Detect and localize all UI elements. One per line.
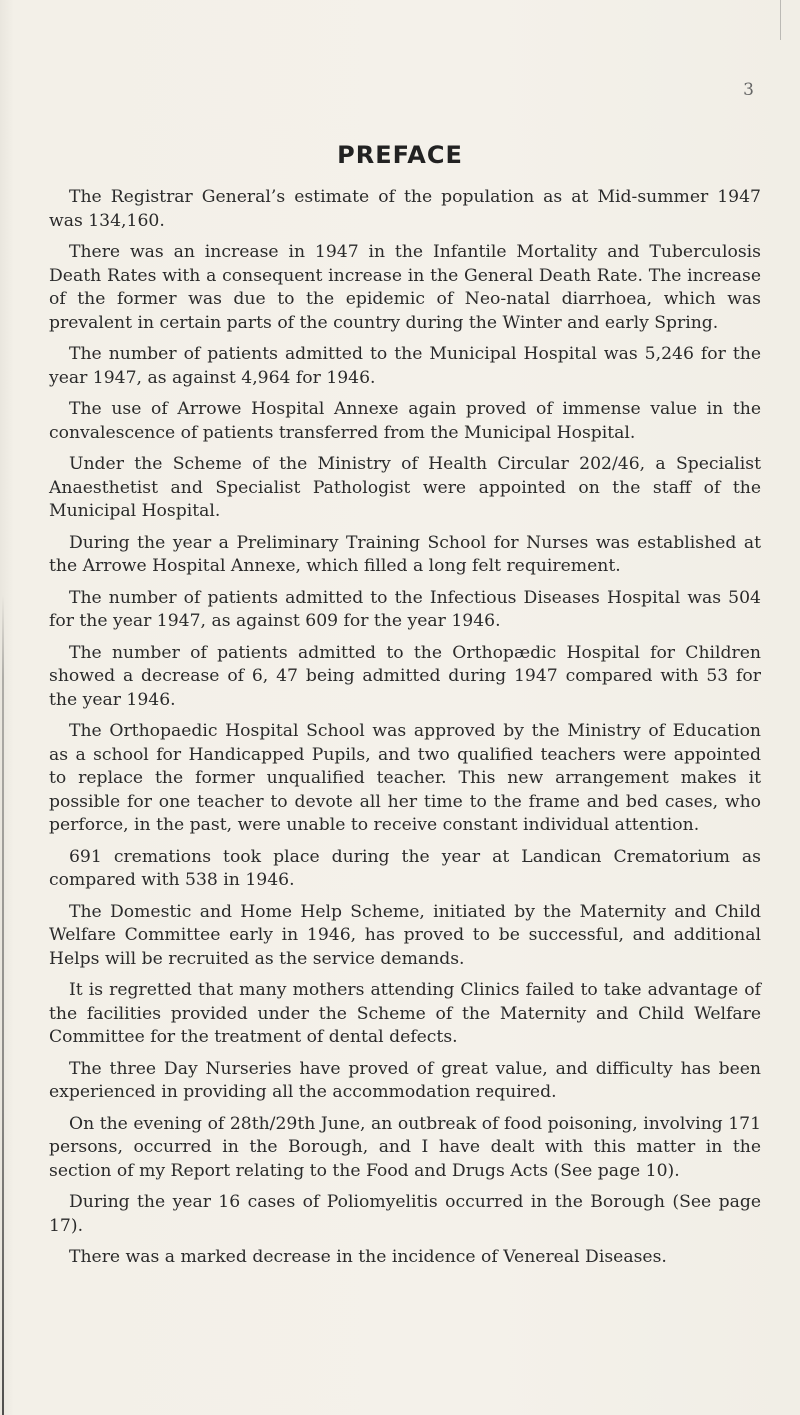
paragraph-venereal-diseases: There was a marked decrease in the incidence of Venereal Diseases. <box>69 1247 667 1267</box>
paragraph-poliomyelitis: During the year 16 cases of Poliomyelitis occurred in the Borough (See page 17). <box>49 1192 761 1236</box>
paragraph-dental-defects: It is regretted that many mothers attending Clinics failed to take advantage of the facilities provided under the Scheme of the Maternity and Child Welfare Committee for the treatment of dental defects. <box>49 980 761 1047</box>
paragraph-specialist-appointments: Under the Scheme of the Ministry of Health Circular 202/46, a Specialist Anaesthetist and Specialist Pathologist were appointed on the staff of the Municipal Hospital. <box>49 454 761 521</box>
paragraph-orthopaedic-hospital: The number of patients admitted to the Orthopædic Hospital for Children showed a decrease of 6, 47 being admitted during 1947 compared with 53 for the year 1946. <box>49 642 761 710</box>
paragraph-municipal-hospital-admissions: The number of patients admitted to the Municipal Hospital was 5,246 for the year 1947, as against 4,964 for 1946. <box>49 344 761 388</box>
paragraph-infectious-diseases-hospital: The number of patients admitted to the Infectious Diseases Hospital was 504 for the year 1947, as against 609 for the year 1946. <box>49 587 761 631</box>
paragraph-cremations: 691 cremations took place during the year at Landican Crematorium as compared with 538 in 1946. <box>49 846 761 890</box>
paragraph-food-poisoning: On the evening of 28th/29th June, an outbreak of food poisoning, involving 171 persons, occurred in the Borough, and I have dealt with this matter in the section of my Report relating to the Food and Drugs Acts (See page 10). <box>49 1113 761 1181</box>
paragraph-nurses-training-school: During the year a Preliminary Training School for Nurses was established at the Arrowe Hospital Annexe, which filled a long felt requirement. <box>49 532 761 576</box>
paragraph-orthopaedic-school: The Orthopaedic Hospital School was approved by the Ministry of Education as a school for Handicapped Pupils, and two qualified teachers were appointed to replace the former unqualified teacher. This new arrangement makes it possible for one teacher to devote all her time to the frame and bed cases, who perforce, in the past, were unable to receive constant individual attention. <box>49 721 761 835</box>
scan-edge-mark <box>780 0 781 40</box>
paragraph-day-nurseries: The three Day Nurseries have proved of great value, and difficulty has been experienced in providing all the accommodation required. <box>49 1058 761 1102</box>
preface-body <box>49 186 761 1278</box>
paragraph-arrowe-annexe: The use of Arrowe Hospital Annexe again proved of immense value in the convalescence of patients transferred from the Municipal Hospital. <box>49 399 761 443</box>
binding-shadow <box>2 595 4 1415</box>
paragraph-death-rates: There was an increase in 1947 in the Infantile Mortality and Tuberculosis Death Rates with a consequent increase in the General Death Rate. The increase of the former was due to the epidemic of Neo-natal diarrhoea, which was prevalent in certain parts of the country during the Winter and early Spring. <box>49 242 761 333</box>
page-title: PREFACE <box>337 141 463 169</box>
paragraph-population-estimate: The Registrar General’s estimate of the population as at Mid-summer 1947 was 134,160. <box>49 187 761 231</box>
page-number: 3 <box>743 80 754 100</box>
paragraph-home-help-scheme: The Domestic and Home Help Scheme, initiated by the Maternity and Child Welfare Committee early in 1946, has proved to be successful, and additional Helps will be recruited as the service demands. <box>49 901 761 969</box>
